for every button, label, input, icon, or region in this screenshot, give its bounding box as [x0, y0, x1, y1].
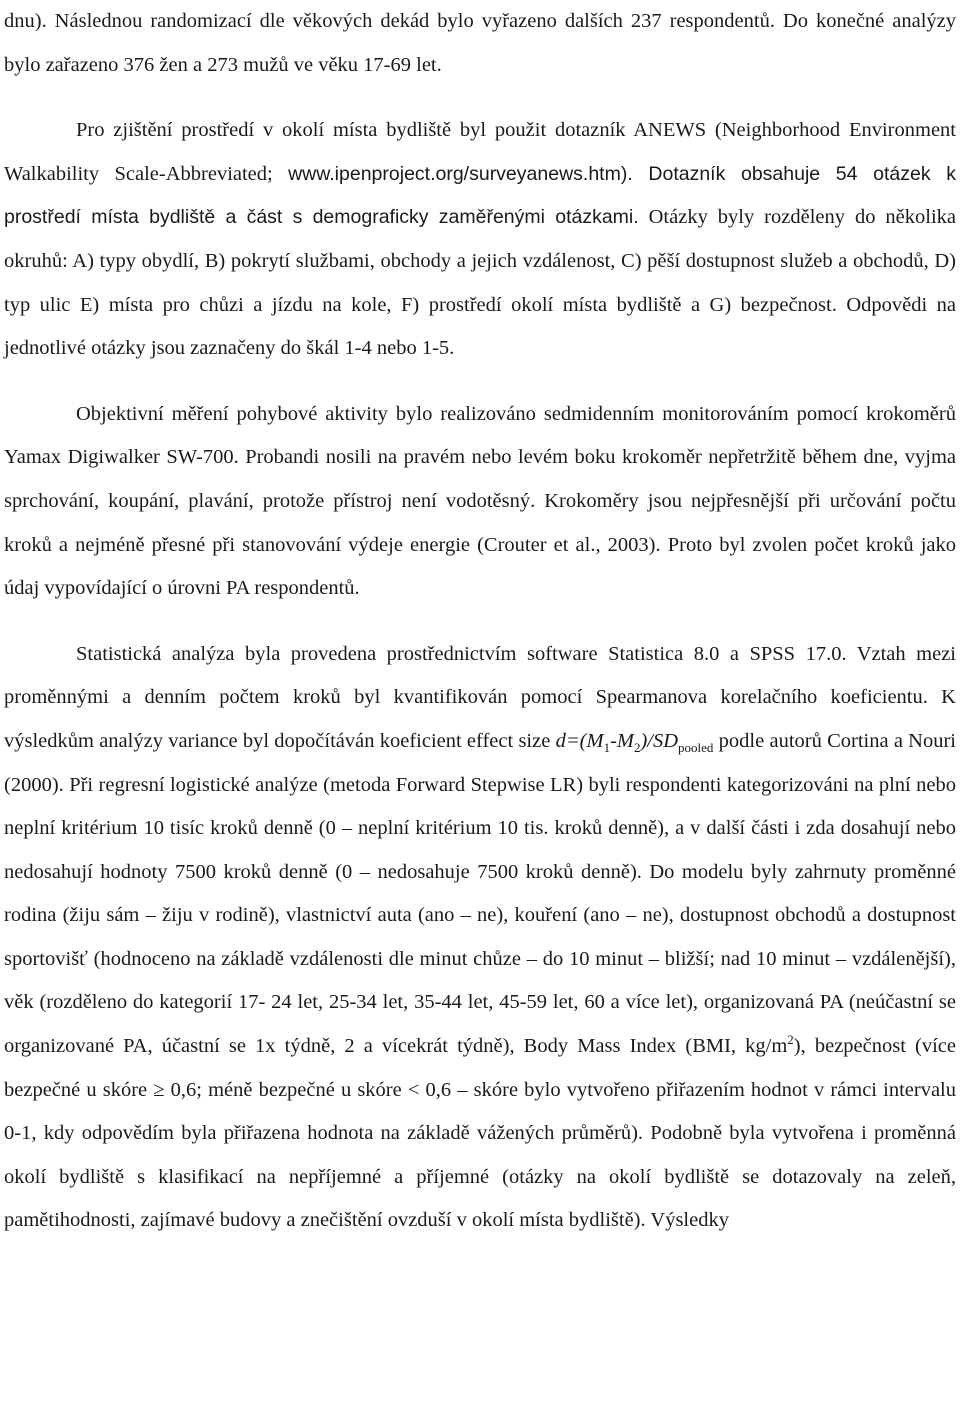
formula-part-a: d=(M	[555, 729, 604, 752]
questionnaire-areas-text: Otázky byly rozděleny do několika okruhů: A) typy obydlí, B) pokrytí službami, obchody a jejich vzdálenost, C) pěší dostupnost služeb a obchodů, D) typ ulic E) místa pro chůzi a jízdu na kole, F) prostředí okolí místa bydliště a G) bezpečnost. Odpovědi na jednotlivé otázky jsou zaznačeny do škál 1-4 nebo 1-5.	[4, 206, 956, 360]
statistics-intro-text: Statistická analýza byla provedena prostřednictvím software Statistica 8.0 a SPSS 17.0. Vztah mezi proměnnými a denním počtem kroků byl kvantifikován pomocí Spearmanova korelačního koeficientu. K výsledkům analýzy variance byl dopočítáván koeficient effect size	[4, 642, 956, 752]
statistics-closing-text: ), bezpečnost (více bezpečné u skóre ≥ 0,6; méně bezpečné u skóre < 0,6 – skóre bylo vytvořeno přiřazením hodnot v rámci intervalu 0-1, kdy odpovědím byla přiřazena hodnota na základě vážených průměrů). Podobně byla vytvořena i proměnná okolí bydliště s klasifikací na nepříjemné a příjemné (otázky na okolí bydliště se dotazovaly na zeleň, pamětihodnosti, zajímavé budovy a znečištění ovzduší v okolí místa bydliště). Výsledky	[4, 1035, 956, 1232]
effect-size-formula	[555, 729, 714, 755]
paragraph-pedometer-text: Objektivní měření pohybové aktivity bylo realizováno sedmidenním monitorováním pomocí krokoměrů Yamax Digiwalker SW-700. Probandi nosili na pravém nebo levém boku krokoměr nepřetržitě během dne, vyjma sprchování, koupání, plavání, protože přístroj není vodotěsný. Krokoměry jsou nejpřesnější při určování počtu kroků a nejméně přesné při stanovování výdeje energie (Crouter et al., 2003). Proto byl zvolen počet kroků jako údaj vypovídající o úrovni PA respondentů.	[4, 402, 956, 600]
formula-subscript-2: 2	[633, 740, 641, 755]
paragraph-statistics	[4, 633, 956, 1243]
paragraph-sample-text: dnu). Následnou randomizací dle věkových dekád bylo vyřazeno dalších 237 respondentů. Do konečné analýzy bylo zařazeno 376 žen a 273 mužů ve věku 17-69 let.	[4, 10, 956, 76]
paragraph-questionnaire	[4, 109, 956, 371]
formula-subscript-1: 1	[603, 740, 611, 755]
questionnaire-intro-text: Pro zjištění prostředí v okolí místa bydliště byl použit dotazník ANEWS (Neighborhood Environment Walkability Scale-Abbreviated;	[4, 119, 956, 185]
paragraph-sample	[4, 0, 956, 87]
document-page	[4, 0, 956, 1243]
paragraph-pedometer	[4, 393, 956, 611]
statistics-methods-text: podle autorů Cortina a Nouri (2000). Při regresní logistické analýze (metoda Forward Stepwise LR) byli respondenti kategorizováni na plní nebo neplní kritérium 10 tisíc kroků denně (0 – neplní kritérium 10 tis. kroků denně), a v další části i zda dosahují nebo nedosahují hodnoty 7500 kroků denně (0 – nedosahuje 7500 kroků denně). Do modelu byly zahrnuty proměnné rodina (žiju sám – žiju v rodině), vlastnictví auta (ano – ne), kouření (ano – ne), dostupnost obchodů a dostupnost sportovišť (hodnoceno na základě vzdálenosti dle minut chůze – do 10 minut – bližší; nad 10 minut – vzdálenější), věk (rozděleno do kategorií 17- 24 let, 25-34 let, 35-44 let, 45-59 let, 60 a více let), organizovaná PA (neúčastní se organizované PA, účastní se 1x týdně, 2 a vícekrát týdně), Body Mass Index (BMI, kg/m	[4, 729, 956, 1058]
bmi-unit-superscript: 2	[787, 1032, 794, 1048]
formula-part-c: )/SD	[640, 729, 679, 752]
formula-part-b: -M	[610, 729, 634, 752]
questionnaire-url-text: www.ipenproject.org/surveyanews.htm). Dotazník obsahuje 54 otázek k prostředí místa bydliště a část s demograficky zaměřenými otázkami.	[4, 162, 956, 229]
formula-subscript-pooled: pooled	[678, 740, 714, 755]
